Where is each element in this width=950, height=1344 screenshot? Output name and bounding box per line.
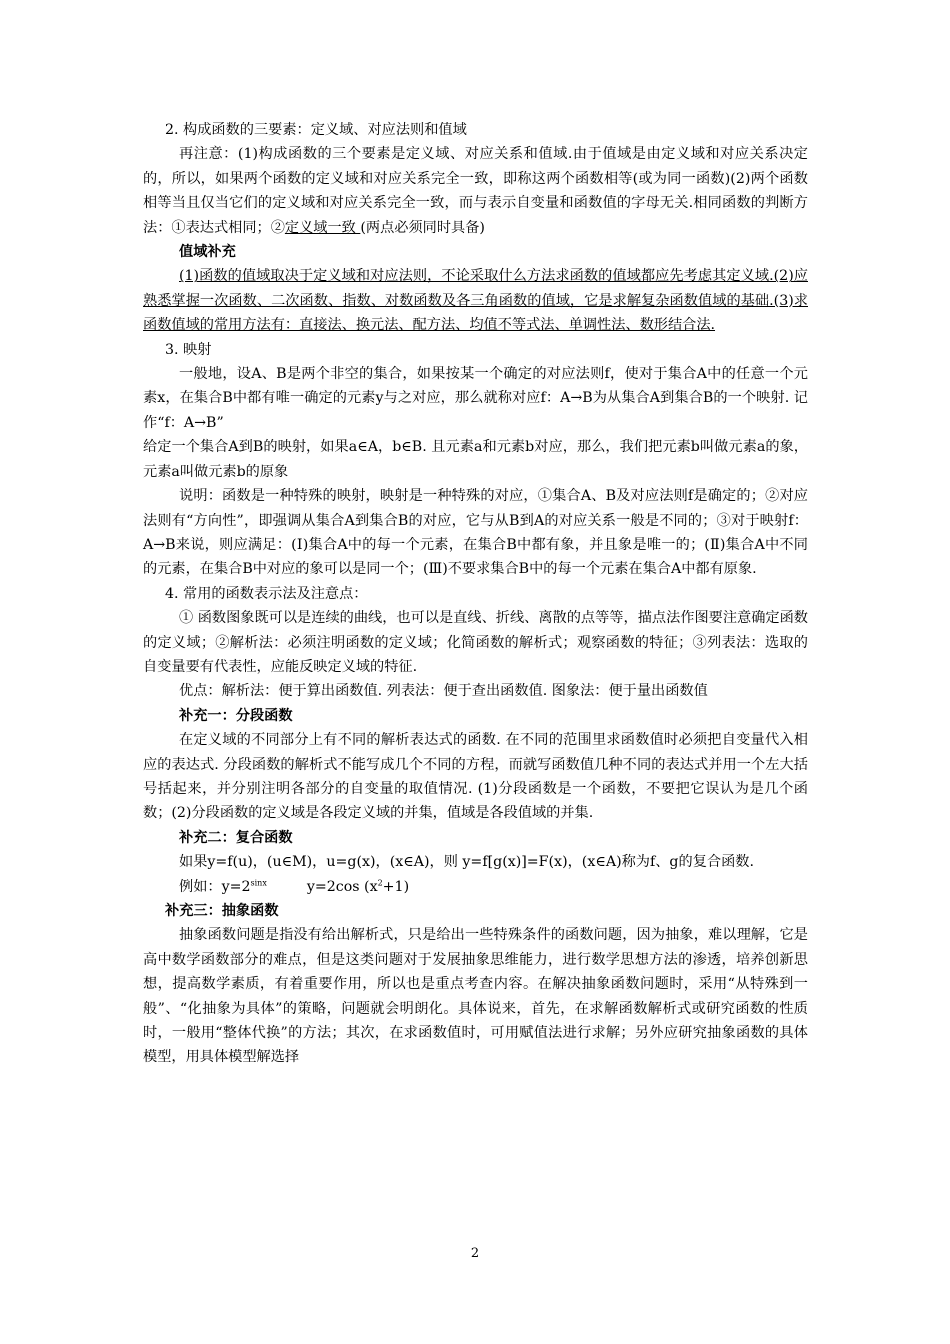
section-2-title: 2. 构成函数的三要素：定义域、对应法则和值域 bbox=[165, 122, 467, 138]
composite-body: 如果y=f(u)，(u∈M)，u=g(x)，(x∈A)，则 y=f[g(x)]=F(x)，(x∈A)称为f、g的复合函数. bbox=[179, 854, 754, 871]
piecewise-heading: 补充一：分段函数 bbox=[179, 707, 293, 724]
mapping-notes: 说明：函数是一种特殊的映射，映射是一种特殊的对应，①集合A、B及对应法则f是确定的；②对应法则有“方向性”，即强调从集合A到集合B的对应，它与从B到A的对应关系一般是不同的；③对于映射f：A→B来说，则应满足：(Ⅰ)集合A中的每一个元素，在集合B中都有象，并且象是唯一的；(Ⅱ)集合A中不同的元素，在集合B中对应的象可以是同一个；(Ⅲ)不要求集合B中的每一个元素在集合A中都有原象. bbox=[143, 488, 808, 578]
range-supplement-heading: 值域补充 bbox=[179, 244, 236, 261]
page-number: 2 bbox=[470, 1246, 480, 1261]
composite-heading: 补充二：复合函数 bbox=[179, 829, 293, 846]
mapping-definition: 一般地，设A、B是两个非空的集合，如果按某一个确定的对应法则f，使对于集合A中的任意一个元素x，在集合B中都有唯一确定的元素y与之对应，那么就称对应f：A→B为从集合A到集合B的一个映射. 记作“f：A→B” bbox=[143, 366, 808, 431]
section-4-title: 4. 常用的函数表示法及注意点： bbox=[165, 585, 368, 602]
section-3-title: 3. 映射 bbox=[165, 341, 212, 358]
composite-example: 例如：$y=2^{sinx}$ y=2cos $(x^2+1)$ bbox=[179, 877, 410, 895]
piecewise-body: 在定义域的不同部分上有不同的解析表达式的函数. 在不同的范围里求函数值时必须把自变量代入相应的表达式. 分段函数的解析式不能写成几个不同的方程，而就写函数值几种不同的表达式并用一个左大括号括起来，并分别注明各部分的自变量的取值情况. (1)分段函数是一个函数，不要把它误认为是几个函数；(2)分段函数的定义域是各段定义域的并集，值域是各段值域的并集. bbox=[143, 732, 808, 822]
underlined-text: 定义域一致 bbox=[284, 219, 361, 236]
image-preimage-definition: 给定一个集合A到B的映射，如果a∈A，b∈B. 且元素a和元素b对应，那么，我们把元素b叫做元素a的象，元素a叫做元素b的原象 bbox=[143, 439, 808, 480]
document-body bbox=[143, 118, 808, 1070]
section-2-paragraph: 再注意：(1)构成函数的三个要素是定义域、对应关系和值域.由于值域是由定义域和对应关系决定的，所以，如果两个函数的定义域和对应关系完全一致，即称这两个函数相等(或为同一函数)(2)两个函数相等当且仅当它们的定义域和对应关系完全一致，而与表示自变量和函数值的字母无关.相同函数的判断方法：①表达式相同；②定义域一致 (两点必须同时具备) bbox=[143, 146, 808, 236]
representation-advantages: 优点：解析法：便于算出函数值. 列表法：便于查出函数值. 图象法：便于量出函数值 bbox=[179, 683, 708, 700]
representation-notes: ① 函数图象既可以是连续的曲线，也可以是直线、折线、离散的点等等，描点法作图要注意确定函数的定义域；②解析法：必须注明函数的定义域；化简函数的解析式；观察函数的特征；③列表法：选取的自变量要有代表性，应能反映定义域的特征. bbox=[143, 610, 808, 675]
abstract-heading: 补充三：抽象函数 bbox=[165, 903, 279, 919]
range-supplement-body: (1)函数的值域取决于定义域和对应法则，不论采取什么方法求函数的值域都应先考虑其定义域.(2)应熟悉掌握一次函数、二次函数、指数、对数函数及各三角函数的值域，它是求解复杂函数值域的基础.(3)求函数值域的常用方法有：直接法、换元法、配方法、均值不等式法、单调性法、数形结合法. bbox=[143, 268, 808, 334]
abstract-body: 抽象函数问题是指没有给出解析式，只是给出一些特殊条件的函数问题，因为抽象，难以理解，它是高中数学函数部分的难点，但是这类问题对于发展抽象思维能力，进行数学思想方法的渗透，培养创新思想，提高数学素质，有着重要作用，所以也是重点考查内容。在解决抽象函数问题时，采用“从特殊到一般”、“化抽象为具体”的策略，问题就会明朗化。具体说来，首先，在求解函数解析式或研究函数的性质时，一般用“整体代换”的方法；其次，在求函数值时，可用赋值法进行求解；另外应研究抽象函数的具体模型，用具体模型解选择 bbox=[143, 927, 808, 1066]
